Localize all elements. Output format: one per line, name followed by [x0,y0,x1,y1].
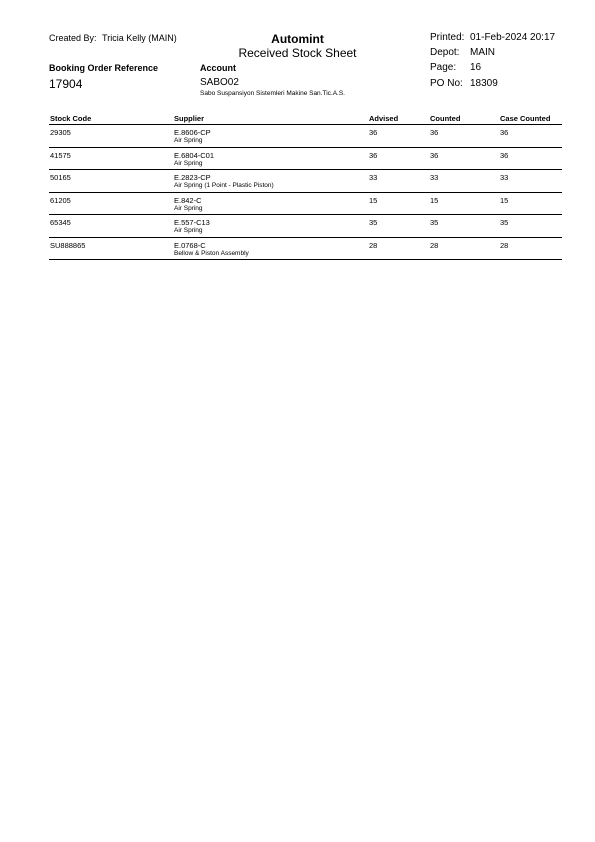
case-counted-qty: 36 [500,150,509,160]
table-row [49,238,562,261]
counted-qty: 28 [430,240,439,250]
case-counted-qty: 36 [500,128,509,137]
supplier-code: E.2823-CP [174,173,211,182]
item-description: Air Spring (1 Point - Plastic Piston) [174,182,274,189]
printed-value: 01-Feb-2024 20:17 [470,32,556,43]
case-counted-qty: 35 [500,218,509,227]
stock-table [49,114,562,260]
supplier-code: E.6804-C01 [174,150,215,160]
counted-qty: 36 [430,150,439,160]
counted-qty: 15 [430,195,439,205]
supplier-code: E.842-C [174,195,202,205]
table-header [49,114,562,125]
column-header-stock-code: Stock Code [50,114,92,123]
depot-label: Depot: [430,47,460,58]
column-header-counted: Counted [430,114,461,123]
item-description: Air Spring [174,227,203,234]
booking-order-label: Booking Order Reference [49,63,159,73]
table-row [49,215,562,238]
company-name: Automint [271,32,324,46]
account-code: SABO02 [200,77,239,88]
table-row [49,170,562,193]
account-label: Account [200,63,236,73]
page-number-label: Page: [430,62,457,73]
advised-qty: 28 [369,240,378,250]
column-header-supplier: Supplier [174,114,205,123]
table-row [49,148,562,171]
stock-code: 29305 [50,128,71,137]
item-description: Bellow & Piston Assembly [174,249,249,257]
supplier-code: E.0768-C [174,240,206,250]
item-description: Air Spring [174,204,203,212]
po-number-label: PO No: [430,78,463,89]
depot-value: MAIN [470,47,495,58]
table-row [49,193,562,216]
printed-label: Printed: [430,32,465,43]
supplier-code: E.8606-CP [174,128,211,137]
counted-qty: 36 [430,128,439,137]
counted-qty: 35 [430,218,439,227]
case-counted-qty: 15 [500,195,509,205]
supplier-code: E.557-C13 [174,218,210,227]
advised-qty: 15 [369,195,378,205]
stock-code: 65345 [50,218,71,227]
stock-code: 61205 [50,195,71,205]
column-header-advised: Advised [369,114,399,123]
created-by [49,33,177,43]
stock-code: 50165 [50,173,71,182]
created-by-label: Created By: [49,33,97,43]
created-by-value: Tricia Kelly (MAIN) [102,33,177,43]
advised-qty: 33 [369,173,378,182]
page-title: Received Stock Sheet [238,46,357,60]
po-number-value: 18309 [470,78,498,89]
table-row [49,125,562,148]
case-counted-qty: 33 [500,173,509,182]
case-counted-qty: 28 [500,240,509,250]
item-description: Air Spring [174,137,203,144]
advised-qty: 36 [369,128,378,137]
advised-qty: 36 [369,150,378,160]
advised-qty: 35 [369,218,378,227]
page-number-value: 16 [470,62,482,73]
stock-code: SU888865 [50,240,86,250]
item-description: Air Spring [174,159,203,167]
stock-code: 41575 [50,150,71,160]
column-header-case-counted: Case Counted [500,114,551,123]
account-name: Sabo Suspansiyon Sistemleri Makine San.Tic.A.S. [200,90,345,97]
booking-order-value: 17904 [49,77,83,91]
counted-qty: 33 [430,173,439,182]
